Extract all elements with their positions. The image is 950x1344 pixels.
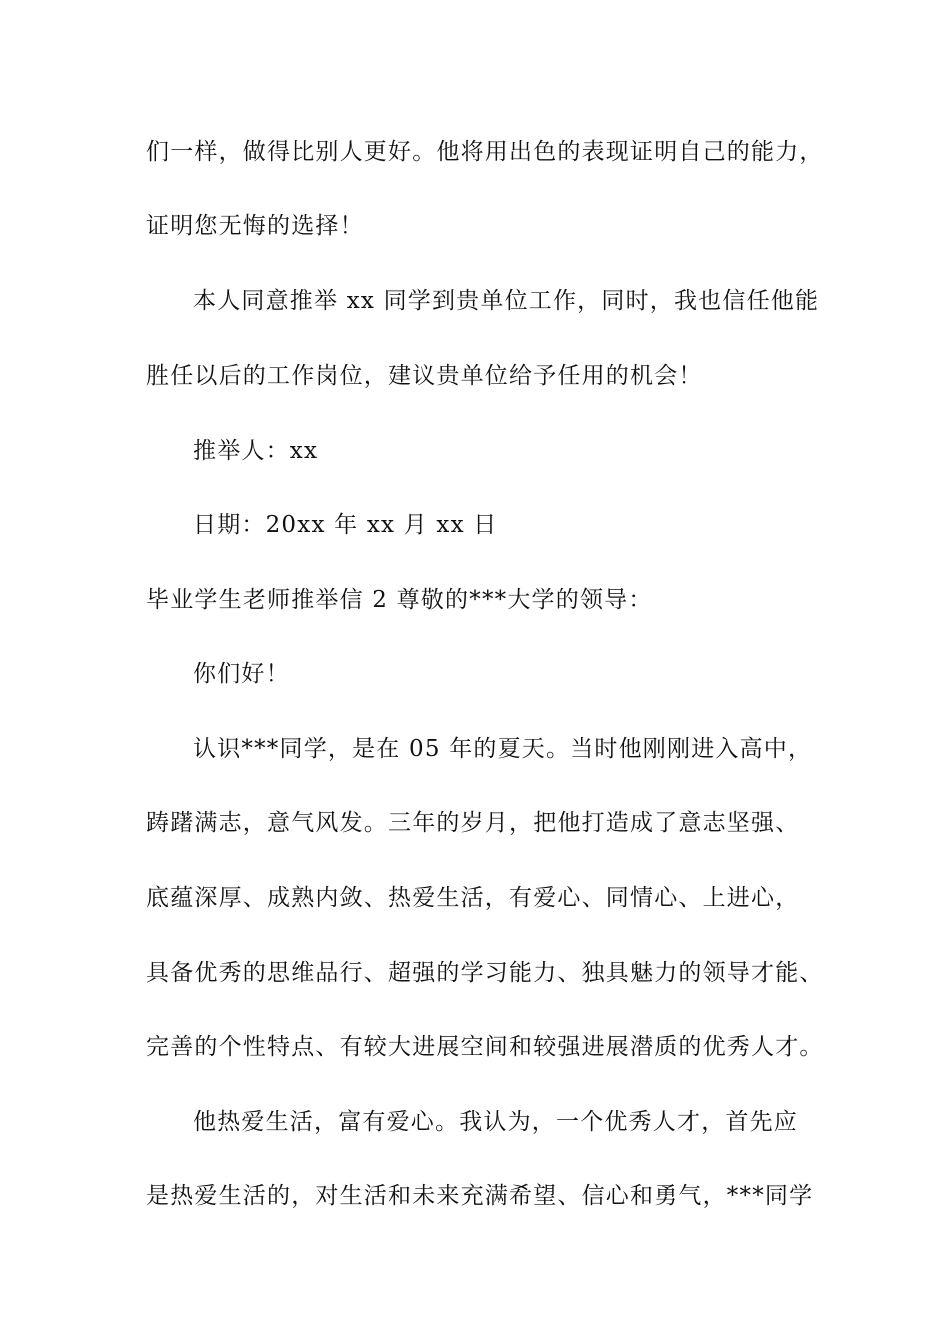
- paragraph-line: 胜任以后的工作岗位，建议贵单位给予任用的机会！: [146, 363, 703, 389]
- paragraph-line: 证明您无悔的选择！: [146, 213, 364, 239]
- paragraph-line: 们一样，做得比别人更好。他将用出色的表现证明自己的能力，: [146, 139, 824, 165]
- recommender-line: 推举人：xx: [193, 438, 319, 464]
- date-line: 日期：20xx 年 xx 月 xx 日: [193, 512, 498, 538]
- paragraph-line: 认识***同学，是在 05 年的夏天。当时他刚刚进入高中，: [193, 736, 813, 762]
- paragraph-line: 底蕴深厚、成熟内敛、热爱生活，有爱心、同情心、上进心，: [146, 885, 800, 911]
- section-heading: 毕业学生老师推举信 2 尊敬的***大学的领导：: [146, 587, 653, 613]
- paragraph-line: 具备优秀的思维品行、超强的学习能力、独具魅力的领导才能、: [146, 960, 824, 986]
- greeting-line: 你们好！: [193, 661, 290, 687]
- paragraph-line: 本人同意推举 xx 同学到贵单位工作，同时，我也信任他能: [193, 288, 820, 314]
- paragraph-line: 他热爱生活，富有爱心。我认为，一个优秀人才，首先应: [193, 1109, 798, 1135]
- paragraph-line: 踌躇满志，意气风发。三年的岁月，把他打造成了意志坚强、: [146, 810, 800, 836]
- paragraph-line: 完善的个性特点、有较大进展空间和较强进展潜质的优秀人才。: [146, 1034, 824, 1060]
- paragraph-line: 是热爱生活的，对生活和未来充满希望、信心和勇气，***同学: [146, 1183, 814, 1209]
